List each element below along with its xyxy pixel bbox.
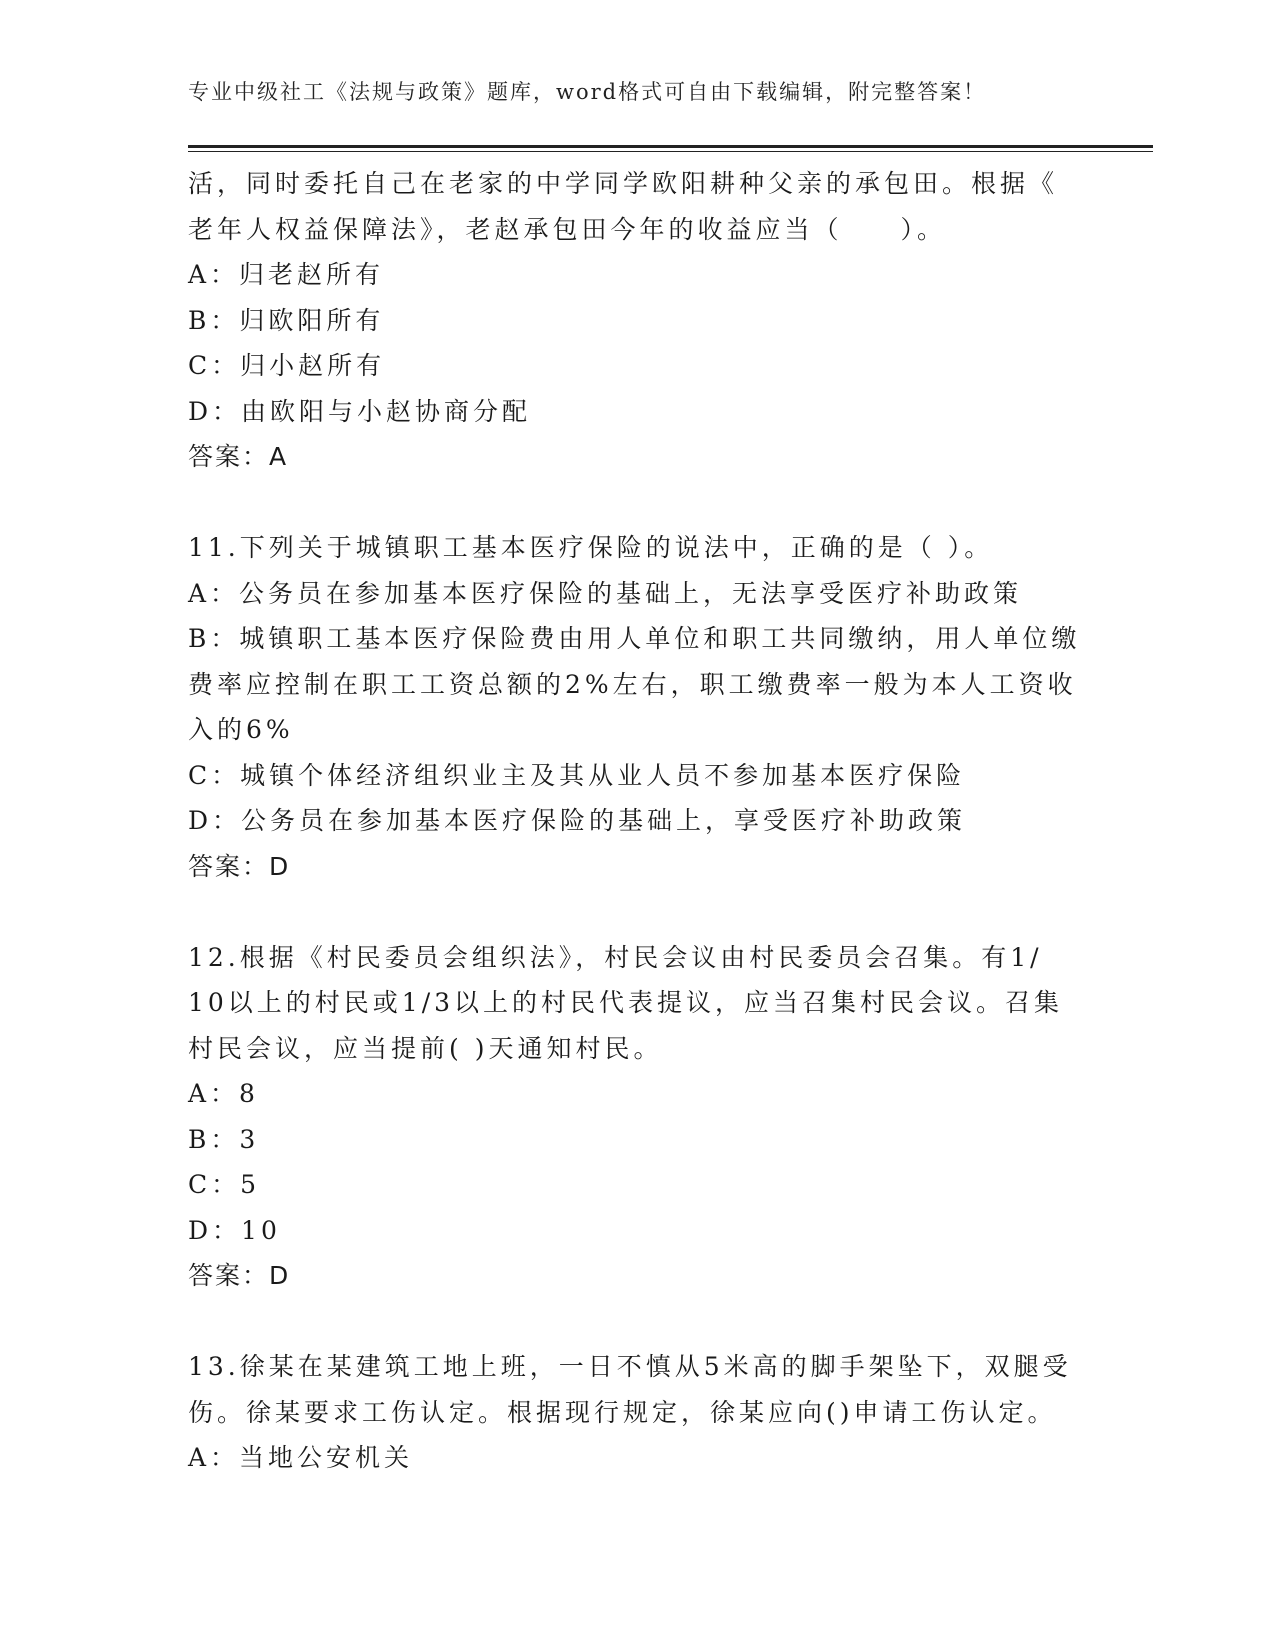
option-a: A：当地公安机关 [188, 1443, 414, 1472]
question-text: 12.根据《村民委员会组织法》，村民会议由村民委员会召集。有1/ [188, 942, 1043, 972]
header-rule-thick [188, 145, 1153, 148]
option-b-cont: 入的6% [188, 715, 294, 744]
option-a: A：公务员在参加基本医疗保险的基础上，无法享受医疗补助政策 [188, 578, 1023, 608]
option-d: D：由欧阳与小赵协商分配 [188, 396, 532, 426]
option-b: B：3 [188, 1124, 260, 1154]
option-c: C：5 [188, 1170, 261, 1199]
option-b: B：城镇职工基本医疗保险费由用人单位和职工共同缴纳，用人单位缴 [188, 624, 1081, 653]
question-text: 活，同时委托自己在老家的中学同学欧阳耕种父亲的承包田。根据《 [188, 169, 1059, 198]
option-a: A：8 [188, 1079, 259, 1108]
option-c: C：城镇个体经济组织业主及其从业人员不参加基本医疗保险 [188, 760, 966, 790]
option-d: D：公务员在参加基本医疗保险的基础上，享受医疗补助政策 [188, 806, 967, 835]
page-header: 专业中级社工《法规与政策》题库，word格式可自由下载编辑，附完整答案！ [188, 80, 987, 104]
answer: 答案：D [188, 1261, 291, 1290]
option-b-cont: 费率应控制在职工工资总额的2%左右，职工缴费率一般为本人工资收 [188, 669, 1077, 699]
header-rule-thin [188, 151, 1153, 152]
question-text: 10以上的村民或1/3以上的村民代表提议，应当召集村民会议。召集 [188, 988, 1064, 1017]
option-d: D：10 [188, 1215, 281, 1245]
option-a: A：归老赵所有 [188, 260, 385, 289]
option-b: B：归欧阳所有 [188, 305, 385, 335]
question-text: 老年人权益保障法》，老赵承包田今年的收益应当（ ）。 [188, 214, 947, 244]
question-10 [188, 161, 1088, 480]
answer: 答案：A [188, 442, 289, 471]
question-12 [188, 935, 1088, 1299]
question-text: 11.下列关于城镇职工基本医疗保险的说法中，正确的是（ ）。 [188, 533, 994, 562]
question-13 [188, 1344, 1088, 1481]
spacer [188, 889, 1088, 935]
spacer [188, 1299, 1088, 1345]
question-text: 村民会议，应当提前( )天通知村民。 [188, 1033, 663, 1063]
question-text: 伤。徐某要求工伤认定。根据现行规定，徐某应向()申请工伤认定。 [188, 1397, 1057, 1427]
question-text: 13.徐某在某建筑工地上班，一日不慎从5米高的脚手架坠下，双腿受 [188, 1352, 1072, 1381]
question-content [188, 161, 1088, 1481]
question-11 [188, 525, 1088, 889]
option-c: C：归小赵所有 [188, 351, 386, 380]
spacer [188, 480, 1088, 526]
answer: 答案：D [188, 851, 291, 881]
